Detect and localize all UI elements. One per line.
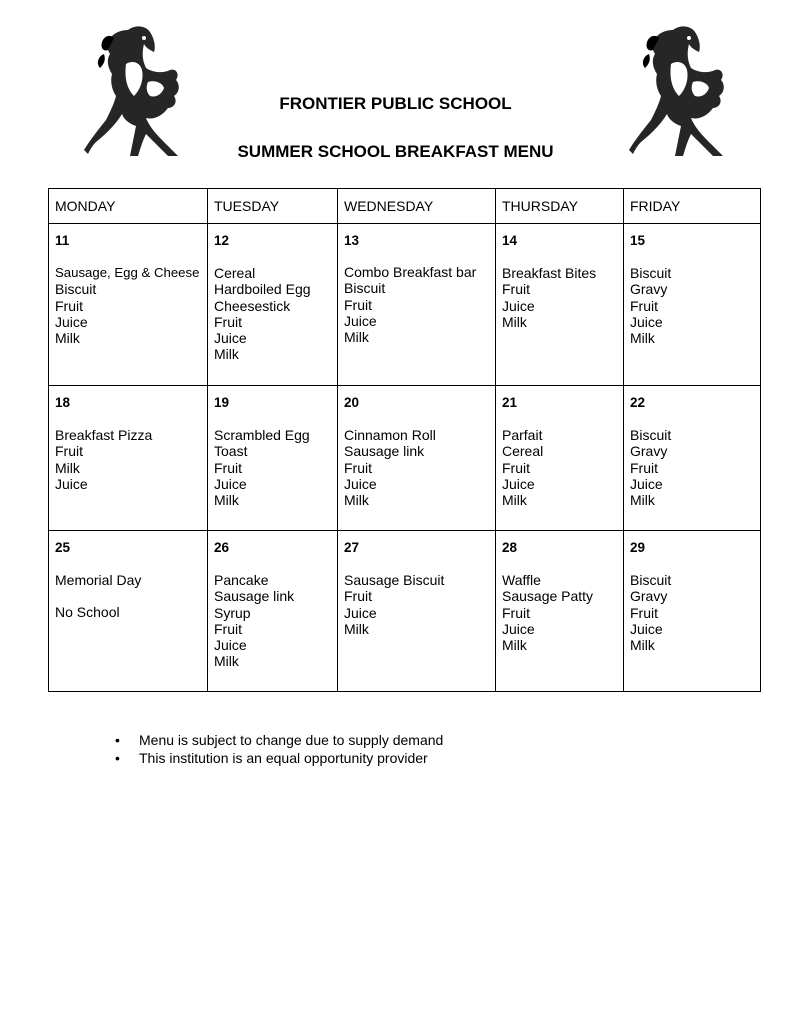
mustang-horse-icon (84, 24, 184, 160)
week-row (49, 386, 761, 531)
day-cell (624, 224, 761, 386)
day-cell (208, 531, 338, 692)
menu-item: Sausage link (344, 443, 425, 460)
menu-item: Juice (344, 475, 377, 492)
menu-item: Juice (55, 313, 88, 330)
day-cell (49, 531, 208, 692)
menu-item: No School (55, 604, 120, 621)
menu-item: Biscuit (630, 572, 672, 588)
date-number: 25 (55, 540, 71, 555)
menu-item: Parfait (502, 427, 543, 443)
menu-item: Breakfast Bites (502, 265, 597, 281)
date-number: 19 (214, 395, 230, 410)
day-cell (338, 386, 496, 531)
day-cell (496, 224, 624, 386)
menu-item: Cheesestick (214, 297, 291, 314)
menu-item: Scrambled Egg (214, 427, 310, 443)
menu-item: Fruit (630, 459, 658, 476)
menu-item: Milk (55, 459, 80, 476)
day-cell (338, 531, 496, 692)
menu-item: Sausage Biscuit (344, 572, 445, 588)
menu-item: Breakfast Pizza (55, 427, 153, 443)
menu-item: Fruit (502, 604, 530, 621)
menu-item: Milk (214, 492, 239, 509)
menu-items (214, 265, 331, 363)
week-row (49, 224, 761, 386)
menu-item: Milk (630, 330, 655, 347)
menu-item: Gravy (630, 443, 668, 460)
menu-title: SUMMER SCHOOL BREAKFAST MENU (237, 142, 554, 161)
date-number: 29 (630, 540, 646, 555)
menu-item: Juice (630, 475, 663, 492)
menu-items (214, 427, 331, 508)
date-number: 20 (344, 395, 360, 410)
menu-item: Toast (214, 443, 248, 460)
menu-item: Memorial Day (55, 572, 142, 588)
menu-item: Sausage, Egg & Cheese (55, 265, 200, 280)
menu-item: Juice (502, 620, 535, 637)
menu-items (344, 572, 489, 637)
day-header-wednesday: WEDNESDAY (338, 189, 496, 224)
date-number: 15 (630, 233, 646, 248)
menu-item: Gravy (630, 588, 668, 605)
menu-items (630, 427, 754, 508)
menu-item: Cereal (214, 265, 256, 281)
menu-items (55, 572, 201, 621)
date-number: 18 (55, 395, 71, 410)
breakfast-menu-table (48, 188, 761, 692)
menu-item: Milk (55, 330, 80, 347)
date-number: 27 (344, 540, 360, 555)
day-cell (624, 531, 761, 692)
menu-item: Fruit (502, 459, 530, 476)
menu-item: Fruit (630, 604, 658, 621)
menu-item: Juice (502, 297, 535, 314)
menu-items (502, 427, 617, 508)
menu-item: Fruit (344, 296, 372, 313)
menu-item: Milk (502, 637, 527, 654)
menu-item: Milk (344, 492, 369, 509)
date-number: 22 (630, 395, 646, 410)
menu-item: Gravy (630, 281, 668, 298)
day-header-friday: FRIDAY (624, 189, 761, 224)
date-number: 14 (502, 233, 518, 248)
week-row (49, 531, 761, 692)
menu-item: Milk (344, 620, 369, 637)
menu-items (214, 572, 331, 670)
menu-item: Fruit (502, 281, 530, 298)
menu-items (344, 264, 489, 345)
menu-item: Milk (630, 492, 655, 509)
date-number: 28 (502, 540, 518, 555)
menu-item: Milk (502, 492, 527, 509)
menu-item: Juice (344, 312, 377, 329)
menu-item: Juice (214, 330, 247, 347)
menu-item: Juice (55, 475, 88, 492)
menu-item: Juice (630, 313, 663, 330)
date-number: 11 (55, 233, 70, 248)
menu-item: Waffle (502, 572, 541, 588)
menu-item: Juice (630, 620, 663, 637)
menu-item: Hardboiled Egg (214, 281, 311, 298)
menu-item: Fruit (214, 620, 242, 637)
menu-item: Cereal (502, 443, 544, 460)
menu-item: Fruit (55, 297, 83, 314)
menu-items (55, 427, 201, 492)
menu-item: Biscuit (344, 280, 386, 297)
day-cell (496, 531, 624, 692)
menu-item: Fruit (344, 459, 372, 476)
menu-item: Syrup (214, 604, 251, 621)
date-number: 12 (214, 233, 230, 248)
menu-item: Sausage link (214, 588, 295, 605)
menu-item: Combo Breakfast bar (344, 264, 477, 280)
menu-items (55, 265, 201, 346)
day-header-tuesday: TUESDAY (208, 189, 338, 224)
menu-item: Milk (630, 637, 655, 654)
date-number: 26 (214, 540, 230, 555)
note-item: • This institution is an equal opportunity provider (115, 749, 443, 767)
menu-item: Biscuit (630, 427, 672, 443)
day-cell (49, 386, 208, 531)
menu-item: Biscuit (630, 265, 672, 281)
day-cell (208, 386, 338, 531)
day-cell (208, 224, 338, 386)
menu-item: Milk (214, 653, 239, 670)
day-cell (496, 386, 624, 531)
notes-list (115, 731, 443, 767)
menu-item: Fruit (214, 459, 242, 476)
menu-items (344, 427, 489, 508)
menu-items (502, 572, 617, 653)
day-header-thursday: THURSDAY (496, 189, 624, 224)
day-cell (338, 224, 496, 386)
day-header-monday: MONDAY (49, 189, 208, 224)
menu-item: Juice (502, 475, 535, 492)
menu-items (630, 265, 754, 346)
menu-items (630, 572, 754, 653)
mustang-horse-icon (629, 24, 729, 160)
menu-item: Fruit (214, 313, 242, 330)
menu-item: Fruit (630, 297, 658, 314)
menu-item: Milk (344, 329, 369, 346)
menu-item: Pancake (214, 572, 269, 588)
menu-item: Biscuit (55, 281, 97, 298)
menu-item: Juice (214, 637, 247, 654)
date-number: 13 (344, 233, 360, 248)
day-cell (49, 224, 208, 386)
note-item: • Menu is subject to change due to supply demand (115, 731, 443, 749)
menu-item: Juice (344, 604, 377, 621)
school-name: FRONTIER PUBLIC SCHOOL (279, 94, 512, 113)
menu-items (502, 265, 617, 330)
menu-item: Juice (214, 475, 247, 492)
menu-item: Fruit (55, 443, 83, 460)
menu-item: Milk (214, 346, 239, 363)
day-cell (624, 386, 761, 531)
menu-item: Milk (502, 313, 527, 330)
date-number: 21 (502, 395, 518, 410)
menu-item: Sausage Patty (502, 588, 594, 605)
day-header-row (49, 189, 761, 224)
menu-item: Fruit (344, 588, 372, 605)
menu-item: Cinnamon Roll (344, 427, 436, 443)
